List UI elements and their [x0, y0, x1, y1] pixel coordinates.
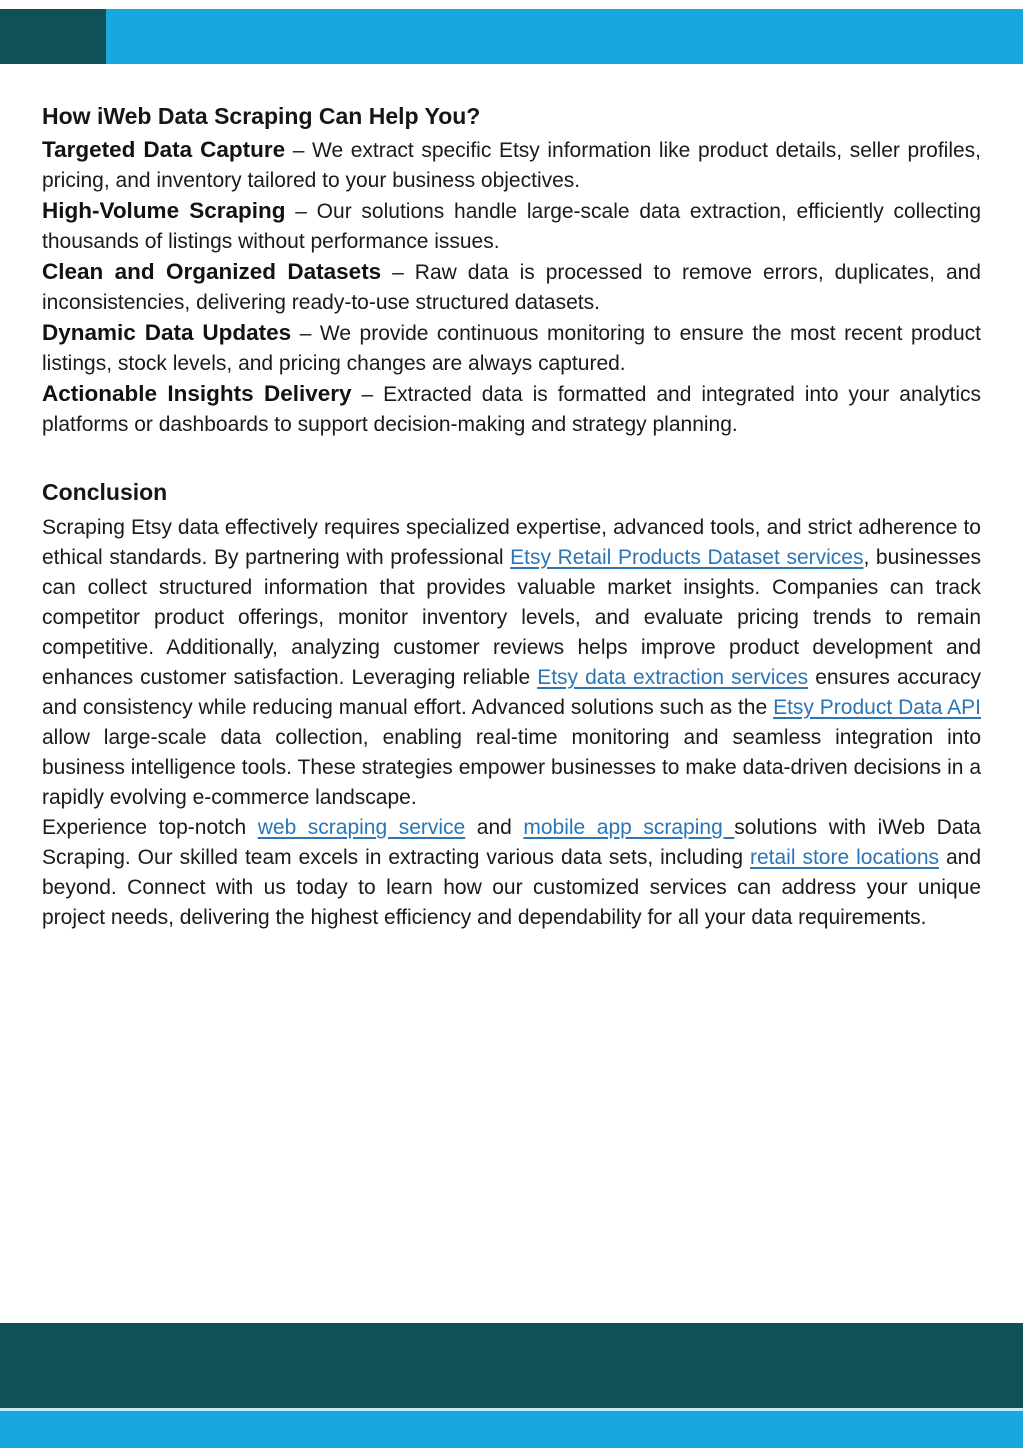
- paragraph-text: allow large-scale data collection, enabling real-time monitoring and seamless integration into business intelligence tools. These strategies empower businesses to make data-driven decisions in a rapidly evolving e-commerce landscape.: [42, 726, 981, 809]
- paragraph-text: – Our solutions handle large-scale data extraction, efficiently collecting thousands of listings without performance issues.: [42, 200, 981, 253]
- paragraph-text: – We provide continuous monitoring to ensure the most recent product listings, stock levels, and pricing changes are always captured.: [42, 322, 981, 375]
- paragraph-text: – Raw data is processed to remove errors, duplicates, and inconsistencies, delivering ready-to-use structured datasets.: [42, 261, 981, 314]
- paragraph-text: – We extract specific Etsy information like product details, seller profiles, pricing, and inventory tailored to your business objectives.: [42, 139, 981, 192]
- closing-paragraph: [42, 813, 981, 933]
- paragraph-text: ensures accuracy and consistency while reducing manual effort. Advanced solutions such as the: [42, 666, 981, 719]
- paragraph-text: Experience top-notch: [42, 816, 258, 839]
- paragraph-actionable-insights-delivery: [42, 379, 981, 440]
- link-etsy-product-data-api[interactable]: Etsy Product Data API: [773, 696, 982, 719]
- footer-blue-bar: [0, 1411, 1023, 1448]
- header-accent-block: [0, 9, 106, 64]
- conclusion-heading: Conclusion: [42, 479, 168, 505]
- link-mobile-app-scraping[interactable]: mobile app scraping: [523, 816, 735, 839]
- paragraph-lead: Targeted Data Capture: [42, 137, 286, 162]
- paragraph-text: and: [465, 816, 524, 839]
- paragraph-text: Scraping Etsy data effectively requires specialized expertise, advanced tools, and strict adherence to ethical standards. By partnering with professional: [42, 516, 981, 569]
- paragraph-lead: Dynamic Data Updates: [42, 320, 292, 345]
- page-title: How iWeb Data Scraping Can Help You?: [42, 103, 481, 129]
- link-web-scraping-service[interactable]: web scraping service: [257, 816, 466, 839]
- paragraph-targeted-data-capture: [42, 135, 981, 196]
- paragraph-lead: Clean and Organized Datasets: [42, 259, 382, 284]
- paragraph-text: , businesses can collect structured information that provides valuable market insights. Companies can track competitor product offerings, monitor inventory levels, and evaluate pricing trends to remain competitive. Additionally, analyzing customer reviews helps improve product development and enhances customer satisfaction. Leveraging reliable: [42, 546, 981, 689]
- paragraph-text: solutions with iWeb Data Scraping. Our skilled team excels in extracting various data sets, including: [42, 816, 981, 869]
- paragraph-dynamic-data-updates: [42, 318, 981, 379]
- header-bar: [106, 9, 1023, 64]
- link-etsy-data-extraction-services[interactable]: Etsy data extraction services: [537, 666, 809, 689]
- paragraph-high-volume-scraping: [42, 196, 981, 257]
- document-body: [42, 100, 981, 933]
- paragraph-clean-organized-datasets: [42, 257, 981, 318]
- paragraph-lead: Actionable Insights Delivery: [42, 381, 352, 406]
- footer-teal-bar: [0, 1323, 1023, 1408]
- conclusion-paragraph: [42, 513, 981, 813]
- paragraph-text: and beyond. Connect with us today to learn how our customized services can address your unique project needs, delivering the highest efficiency and dependability for all your data requirements.: [42, 846, 981, 929]
- paragraph-lead: High-Volume Scraping: [42, 198, 286, 223]
- footer-band: [0, 1323, 1023, 1448]
- link-retail-store-locations[interactable]: retail store locations: [750, 846, 939, 869]
- paragraph-text: – Extracted data is formatted and integrated into your analytics platforms or dashboards to support decision-making and strategy planning.: [42, 383, 981, 436]
- header-band: [0, 9, 1023, 64]
- link-etsy-retail-products-dataset-services[interactable]: Etsy Retail Products Dataset services: [510, 546, 864, 569]
